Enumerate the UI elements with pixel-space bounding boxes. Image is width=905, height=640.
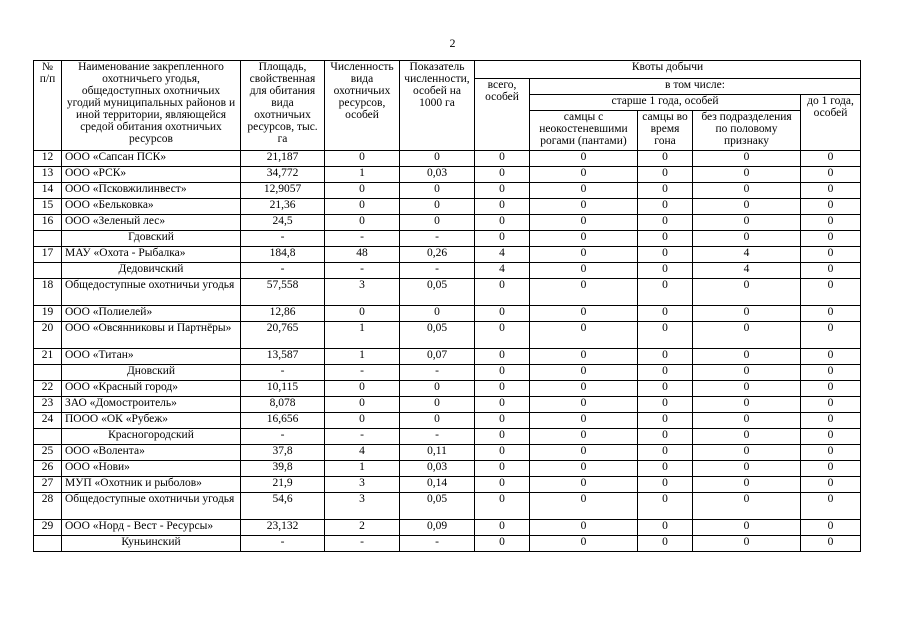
- cell-count: 0: [325, 183, 400, 199]
- cell-name: ООО «Титан»: [62, 349, 241, 365]
- cell-no: 25: [34, 445, 62, 461]
- cell-name: ООО «Красный город»: [62, 381, 241, 397]
- cell-name: ООО «РСК»: [62, 167, 241, 183]
- cell-total: 0: [475, 493, 530, 520]
- cell-density: 0,05: [400, 279, 475, 306]
- cell-under1: 0: [801, 247, 861, 263]
- cell-nosex: 0: [693, 279, 801, 306]
- cell-rut: 0: [638, 477, 693, 493]
- cell-name: ООО «Зеленый лес»: [62, 215, 241, 231]
- district-row: [34, 365, 861, 381]
- cell-nosex: 0: [693, 536, 801, 552]
- cell-name: Дновский: [62, 365, 241, 381]
- cell-area: 13,587: [241, 349, 325, 365]
- cell-area: 57,558: [241, 279, 325, 306]
- cell-under1: 0: [801, 493, 861, 520]
- cell-under1: 0: [801, 151, 861, 167]
- cell-total: 0: [475, 322, 530, 349]
- cell-name: ПООО «ОК «Рубеж»: [62, 413, 241, 429]
- cell-under1: 0: [801, 231, 861, 247]
- cell-under1: 0: [801, 306, 861, 322]
- cell-velvet: 0: [530, 215, 638, 231]
- cell-no: [34, 231, 62, 247]
- table-row: [34, 279, 861, 306]
- cell-no: 20: [34, 322, 62, 349]
- cell-name: Общедоступные охотничьи угодья: [62, 493, 241, 520]
- cell-rut: 0: [638, 306, 693, 322]
- cell-count: -: [325, 231, 400, 247]
- cell-no: [34, 429, 62, 445]
- cell-total: 4: [475, 263, 530, 279]
- cell-density: 0: [400, 183, 475, 199]
- cell-total: 0: [475, 199, 530, 215]
- cell-count: 1: [325, 322, 400, 349]
- cell-density: 0,05: [400, 322, 475, 349]
- cell-total: 0: [475, 461, 530, 477]
- cell-velvet: 0: [530, 167, 638, 183]
- cell-count: 3: [325, 279, 400, 306]
- cell-area: 8,078: [241, 397, 325, 413]
- cell-rut: 0: [638, 397, 693, 413]
- cell-nosex: 4: [693, 247, 801, 263]
- cell-name: Красногородский: [62, 429, 241, 445]
- cell-rut: 0: [638, 536, 693, 552]
- cell-rut: 0: [638, 183, 693, 199]
- cell-no: 26: [34, 461, 62, 477]
- table-row: [34, 520, 861, 536]
- cell-velvet: 0: [530, 493, 638, 520]
- cell-count: -: [325, 263, 400, 279]
- cell-velvet: 0: [530, 263, 638, 279]
- district-row: [34, 263, 861, 279]
- page-number: 2: [449, 36, 456, 50]
- table-row: [34, 381, 861, 397]
- cell-nosex: 0: [693, 381, 801, 397]
- cell-rut: 0: [638, 151, 693, 167]
- district-row: [34, 231, 861, 247]
- cell-area: 16,656: [241, 413, 325, 429]
- cell-density: -: [400, 263, 475, 279]
- cell-area: 24,5: [241, 215, 325, 231]
- cell-rut: 0: [638, 381, 693, 397]
- cell-under1: 0: [801, 397, 861, 413]
- cell-total: 0: [475, 397, 530, 413]
- cell-area: 184,8: [241, 247, 325, 263]
- cell-name: ООО «Псковжилинвест»: [62, 183, 241, 199]
- cell-area: -: [241, 365, 325, 381]
- cell-nosex: 0: [693, 520, 801, 536]
- cell-no: 21: [34, 349, 62, 365]
- cell-rut: 0: [638, 493, 693, 520]
- cell-nosex: 0: [693, 397, 801, 413]
- cell-count: 0: [325, 215, 400, 231]
- cell-under1: 0: [801, 461, 861, 477]
- cell-density: 0,14: [400, 477, 475, 493]
- cell-no: 28: [34, 493, 62, 520]
- cell-count: 0: [325, 413, 400, 429]
- cell-name: ООО «Сапсан ПСК»: [62, 151, 241, 167]
- cell-velvet: 0: [530, 429, 638, 445]
- cell-no: [34, 365, 62, 381]
- cell-nosex: 0: [693, 413, 801, 429]
- cell-nosex: 0: [693, 493, 801, 520]
- cell-nosex: 0: [693, 215, 801, 231]
- cell-density: 0: [400, 397, 475, 413]
- cell-count: -: [325, 365, 400, 381]
- cell-area: -: [241, 263, 325, 279]
- cell-density: 0,11: [400, 445, 475, 461]
- cell-under1: 0: [801, 199, 861, 215]
- cell-total: 4: [475, 247, 530, 263]
- cell-rut: 0: [638, 445, 693, 461]
- cell-area: 34,772: [241, 167, 325, 183]
- cell-name: ООО «Нови»: [62, 461, 241, 477]
- cell-rut: 0: [638, 231, 693, 247]
- col-no-header: № п/п: [34, 61, 62, 151]
- col-quotas-header: Квоты добычи: [475, 61, 861, 79]
- table-row: [34, 151, 861, 167]
- cell-velvet: 0: [530, 231, 638, 247]
- cell-area: 21,9: [241, 477, 325, 493]
- cell-count: 0: [325, 151, 400, 167]
- cell-no: [34, 536, 62, 552]
- cell-total: 0: [475, 381, 530, 397]
- col-area-header: Площадь, свойственная для обитания вида охотничьих ресурсов, тыс. га: [241, 61, 325, 151]
- cell-count: 3: [325, 477, 400, 493]
- cell-count: 0: [325, 397, 400, 413]
- col-total-header: всего, особей: [475, 79, 530, 151]
- cell-name: Куньинский: [62, 536, 241, 552]
- cell-count: -: [325, 536, 400, 552]
- cell-total: 0: [475, 167, 530, 183]
- cell-under1: 0: [801, 215, 861, 231]
- cell-name: МУП «Охотник и рыболов»: [62, 477, 241, 493]
- cell-nosex: 0: [693, 349, 801, 365]
- cell-area: -: [241, 231, 325, 247]
- cell-velvet: 0: [530, 365, 638, 381]
- cell-area: 23,132: [241, 520, 325, 536]
- cell-rut: 0: [638, 167, 693, 183]
- cell-area: 12,9057: [241, 183, 325, 199]
- cell-velvet: 0: [530, 397, 638, 413]
- cell-velvet: 0: [530, 536, 638, 552]
- cell-no: 23: [34, 397, 62, 413]
- cell-under1: 0: [801, 365, 861, 381]
- cell-name: ООО «Овсянниковы и Партнёры»: [62, 322, 241, 349]
- cell-rut: 0: [638, 429, 693, 445]
- col-including-header: в том числе:: [530, 79, 861, 95]
- cell-total: 0: [475, 477, 530, 493]
- cell-name: ООО «Волента»: [62, 445, 241, 461]
- table-row: [34, 215, 861, 231]
- cell-no: 24: [34, 413, 62, 429]
- table-header: [34, 61, 861, 151]
- cell-no: [34, 263, 62, 279]
- table-row: [34, 322, 861, 349]
- cell-area: 10,115: [241, 381, 325, 397]
- cell-area: 21,36: [241, 199, 325, 215]
- cell-no: 27: [34, 477, 62, 493]
- col-count-header: Численность вида охотничьих ресурсов, особей: [325, 61, 400, 151]
- table-row: [34, 461, 861, 477]
- quota-table: [33, 60, 861, 552]
- col-rut-header: самцы во время гона: [638, 111, 693, 151]
- cell-density: -: [400, 231, 475, 247]
- cell-count: 1: [325, 167, 400, 183]
- cell-rut: 0: [638, 279, 693, 306]
- cell-velvet: 0: [530, 306, 638, 322]
- table-row: [34, 493, 861, 520]
- cell-no: 13: [34, 167, 62, 183]
- cell-total: 0: [475, 349, 530, 365]
- cell-rut: 0: [638, 263, 693, 279]
- cell-nosex: 0: [693, 461, 801, 477]
- cell-under1: 0: [801, 413, 861, 429]
- table-row: [34, 397, 861, 413]
- cell-under1: 0: [801, 520, 861, 536]
- cell-under1: 0: [801, 429, 861, 445]
- cell-no: 12: [34, 151, 62, 167]
- cell-no: 17: [34, 247, 62, 263]
- cell-nosex: 0: [693, 199, 801, 215]
- table-row: [34, 349, 861, 365]
- col-name-header: Наименование закрепленного охотничьего угодья, общедоступных охотничьих угодий муниципальных районов и иной территории, являющейся средой обитания охотничьих ресурсов: [62, 61, 241, 151]
- cell-count: 2: [325, 520, 400, 536]
- cell-count: 0: [325, 199, 400, 215]
- cell-rut: 0: [638, 413, 693, 429]
- cell-area: -: [241, 536, 325, 552]
- table-row: [34, 306, 861, 322]
- col-under1-header: до 1 года, особей: [801, 95, 861, 151]
- cell-count: 1: [325, 461, 400, 477]
- cell-rut: 0: [638, 247, 693, 263]
- cell-density: 0: [400, 306, 475, 322]
- cell-density: 0: [400, 151, 475, 167]
- cell-density: 0,03: [400, 167, 475, 183]
- cell-nosex: 0: [693, 365, 801, 381]
- cell-under1: 0: [801, 477, 861, 493]
- cell-velvet: 0: [530, 477, 638, 493]
- cell-no: 22: [34, 381, 62, 397]
- cell-total: 0: [475, 536, 530, 552]
- cell-nosex: 0: [693, 429, 801, 445]
- table-row: [34, 247, 861, 263]
- cell-density: 0: [400, 413, 475, 429]
- cell-density: -: [400, 536, 475, 552]
- cell-name: Гдовский: [62, 231, 241, 247]
- cell-nosex: 0: [693, 322, 801, 349]
- cell-area: 54,6: [241, 493, 325, 520]
- cell-total: 0: [475, 429, 530, 445]
- cell-area: 12,86: [241, 306, 325, 322]
- cell-total: 0: [475, 231, 530, 247]
- cell-count: 3: [325, 493, 400, 520]
- cell-name: МАУ «Охота - Рыбалка»: [62, 247, 241, 263]
- cell-under1: 0: [801, 279, 861, 306]
- cell-rut: 0: [638, 215, 693, 231]
- cell-no: 18: [34, 279, 62, 306]
- cell-count: 48: [325, 247, 400, 263]
- cell-density: 0,05: [400, 493, 475, 520]
- cell-total: 0: [475, 445, 530, 461]
- cell-rut: 0: [638, 199, 693, 215]
- cell-density: 0: [400, 381, 475, 397]
- cell-no: 14: [34, 183, 62, 199]
- cell-density: 0: [400, 199, 475, 215]
- district-row: [34, 536, 861, 552]
- cell-no: 16: [34, 215, 62, 231]
- cell-no: 29: [34, 520, 62, 536]
- cell-nosex: 0: [693, 231, 801, 247]
- cell-rut: 0: [638, 461, 693, 477]
- cell-velvet: 0: [530, 151, 638, 167]
- cell-name: ООО «Полиелей»: [62, 306, 241, 322]
- cell-name: ЗАО «Домостроитель»: [62, 397, 241, 413]
- cell-velvet: 0: [530, 349, 638, 365]
- cell-no: 19: [34, 306, 62, 322]
- cell-total: 0: [475, 215, 530, 231]
- table-body: [34, 151, 861, 552]
- table-row: [34, 167, 861, 183]
- district-row: [34, 429, 861, 445]
- cell-under1: 0: [801, 263, 861, 279]
- cell-under1: 0: [801, 167, 861, 183]
- cell-count: -: [325, 429, 400, 445]
- cell-name: Общедоступные охотничьи угодья: [62, 279, 241, 306]
- cell-rut: 0: [638, 365, 693, 381]
- table-row: [34, 183, 861, 199]
- col-density-header: Показатель численности, особей на 1000 га: [400, 61, 475, 151]
- cell-velvet: 0: [530, 520, 638, 536]
- cell-density: -: [400, 429, 475, 445]
- cell-nosex: 0: [693, 306, 801, 322]
- cell-under1: 0: [801, 381, 861, 397]
- cell-under1: 0: [801, 183, 861, 199]
- cell-count: 4: [325, 445, 400, 461]
- col-velvet-header: самцы с неокостеневшими рогами (пантами): [530, 111, 638, 151]
- cell-nosex: 0: [693, 477, 801, 493]
- col-older-header: старше 1 года, особей: [530, 95, 801, 111]
- cell-density: 0,09: [400, 520, 475, 536]
- cell-count: 0: [325, 306, 400, 322]
- cell-velvet: 0: [530, 461, 638, 477]
- cell-nosex: 4: [693, 263, 801, 279]
- cell-total: 0: [475, 151, 530, 167]
- cell-total: 0: [475, 413, 530, 429]
- cell-velvet: 0: [530, 322, 638, 349]
- table-row: [34, 199, 861, 215]
- cell-count: 1: [325, 349, 400, 365]
- cell-nosex: 0: [693, 183, 801, 199]
- cell-velvet: 0: [530, 445, 638, 461]
- cell-velvet: 0: [530, 247, 638, 263]
- cell-name: ООО «Норд - Вест - Ресурсы»: [62, 520, 241, 536]
- cell-nosex: 0: [693, 167, 801, 183]
- cell-under1: 0: [801, 445, 861, 461]
- table-row: [34, 445, 861, 461]
- cell-velvet: 0: [530, 413, 638, 429]
- cell-rut: 0: [638, 349, 693, 365]
- cell-density: 0: [400, 215, 475, 231]
- cell-total: 0: [475, 279, 530, 306]
- cell-rut: 0: [638, 322, 693, 349]
- cell-under1: 0: [801, 349, 861, 365]
- cell-velvet: 0: [530, 381, 638, 397]
- cell-rut: 0: [638, 520, 693, 536]
- cell-velvet: 0: [530, 183, 638, 199]
- cell-total: 0: [475, 520, 530, 536]
- col-nosex-header: без подразделения по половому признаку: [693, 111, 801, 151]
- cell-nosex: 0: [693, 445, 801, 461]
- cell-total: 0: [475, 365, 530, 381]
- cell-velvet: 0: [530, 279, 638, 306]
- table-row: [34, 413, 861, 429]
- cell-under1: 0: [801, 536, 861, 552]
- table-row: [34, 477, 861, 493]
- cell-density: 0,26: [400, 247, 475, 263]
- cell-name: Дедовичский: [62, 263, 241, 279]
- cell-density: 0,03: [400, 461, 475, 477]
- cell-under1: 0: [801, 322, 861, 349]
- cell-area: -: [241, 429, 325, 445]
- cell-density: 0,07: [400, 349, 475, 365]
- cell-nosex: 0: [693, 151, 801, 167]
- cell-total: 0: [475, 306, 530, 322]
- cell-area: 39,8: [241, 461, 325, 477]
- cell-area: 21,187: [241, 151, 325, 167]
- cell-count: 0: [325, 381, 400, 397]
- cell-total: 0: [475, 183, 530, 199]
- cell-velvet: 0: [530, 199, 638, 215]
- cell-density: -: [400, 365, 475, 381]
- cell-area: 20,765: [241, 322, 325, 349]
- cell-area: 37,8: [241, 445, 325, 461]
- cell-no: 15: [34, 199, 62, 215]
- cell-name: ООО «Бельковка»: [62, 199, 241, 215]
